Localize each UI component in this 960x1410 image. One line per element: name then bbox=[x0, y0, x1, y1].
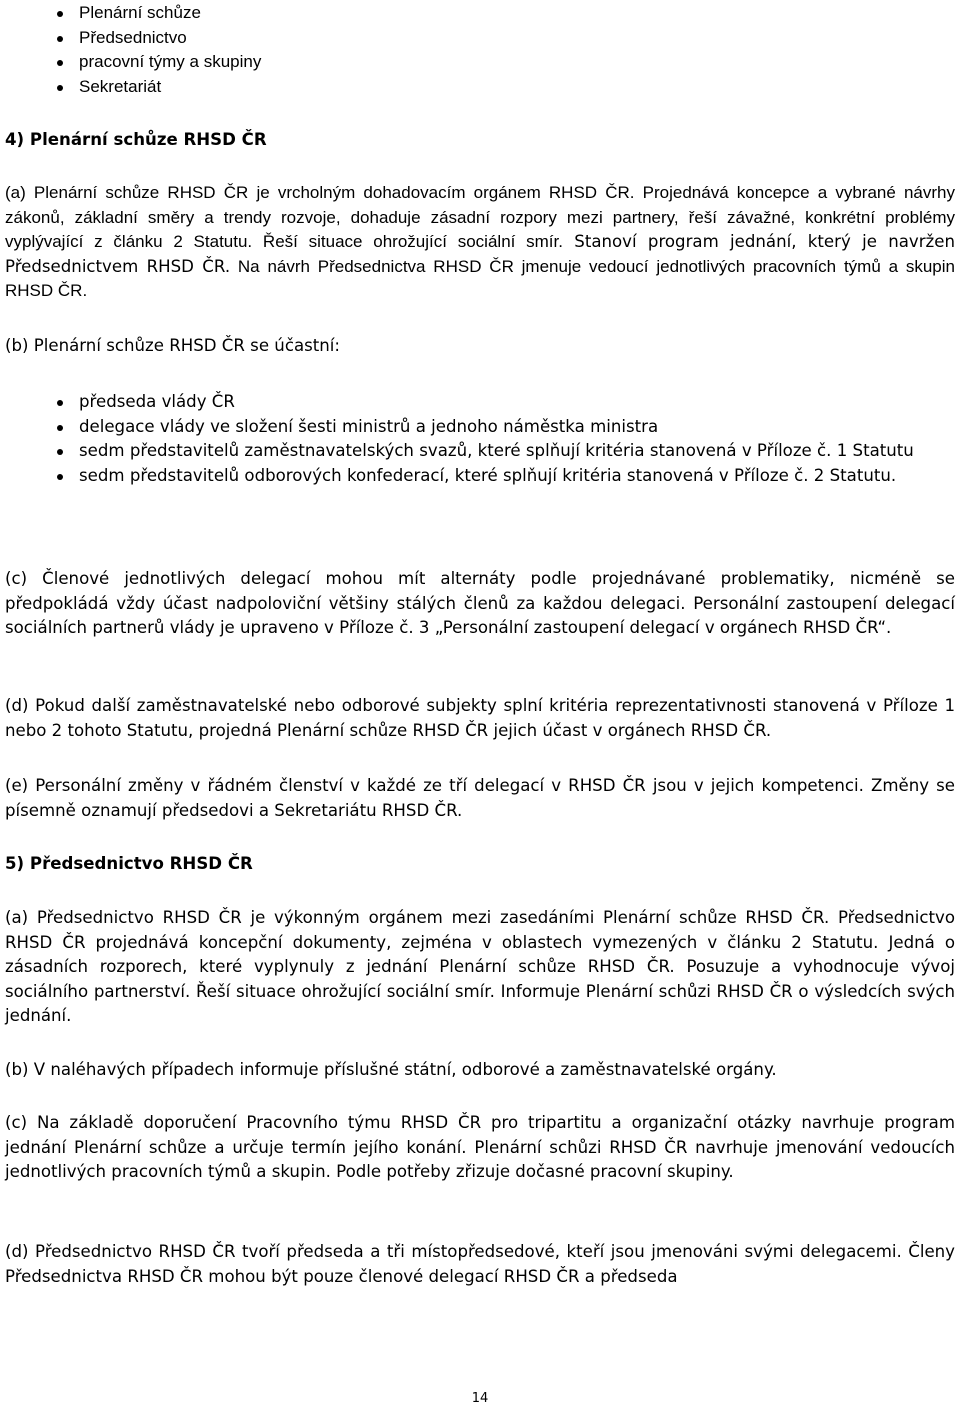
participants-list bbox=[5, 390, 955, 488]
list-item bbox=[5, 26, 955, 51]
section-5-paragraph-a: (a) Předsednictvo RHSD ČR je výkonným orgánem mezi zasedáními Plenární schůze RHSD ČR. Předsednictvo RHSD ČR projednává koncepční dokumenty, zejména v oblastech vymezených v článku 2 Statutu. Jedná o zásadních rozporech, které vyplynuly z jednání Plenární schůze RHSD ČR. Posuzuje a vyhodnocuje vývoj sociálního partnerství. Řeší situace ohrožující sociální smír. Informuje Plenární schůzi RHSD ČR o výsledcích svých jednání. bbox=[5, 908, 955, 1026]
section-4-paragraph-b: (b) Plenární schůze RHSD ČR se účastní: bbox=[5, 336, 340, 355]
paragraph-a-text-appoint: Na návrh Předsednictva RHSD ČR jmenuje vedoucí jednotlivých pracovních týmů a skupin RHSD ČR. bbox=[5, 256, 955, 301]
section-5-paragraph-d: (d) Předsednictvo RHSD ČR tvoří předseda a tři místopředsedové, kteří jsou jmenováni svými delegacemi. Členy Předsednictva RHSD ČR mohou být pouze členové delegací RHSD ČR a předseda bbox=[5, 1242, 955, 1286]
list-item bbox=[5, 50, 955, 75]
organs-list bbox=[5, 1, 955, 99]
bullet-icon bbox=[57, 11, 63, 17]
bullet-icon bbox=[57, 36, 63, 42]
list-item-text: Předsednictvo bbox=[79, 27, 187, 47]
section-4-paragraph-a bbox=[5, 181, 955, 304]
list-item-text: předseda vlády ČR bbox=[79, 392, 235, 411]
list-item bbox=[5, 464, 955, 489]
bullet-icon bbox=[57, 60, 63, 66]
list-item-text: sedm představitelů zaměstnavatelských svazů, které splňují kritéria stanovená v Příloze č. 1 Statutu bbox=[79, 441, 914, 461]
list-item-text: pracovní týmy a skupiny bbox=[79, 52, 262, 72]
section-5-heading: 5) Předsednictvo RHSD ČR bbox=[5, 854, 253, 873]
list-item-text: Plenární schůze bbox=[79, 3, 201, 22]
list-item bbox=[5, 415, 955, 440]
paragraph-a-text-arial: (a) Plenární schůze RHSD ČR je vrcholným dohadovacím orgánem RHSD ČR. Projednává koncepce a vybrané návrhy zákonů, základní směry a trendy rozvoje, dohaduje zásadní rozpory mezi partnery, řeší závažné, konkrétní problémy vyplývající z článku 2 Statutu. Řeší situace ohrožující sociální smír. bbox=[5, 183, 955, 252]
section-5-paragraph-c: (c) Na základě doporučení Pracovního týmu RHSD ČR pro tripartitu a organizační otázky navrhuje program jednání Plenární schůze a určuje termín jejího konání. Plenární schůzi RHSD ČR navrhuje jmenování vedoucích jednotlivých pracovních týmů a skupin. Podle potřeby zřizuje dočasné pracovní skupiny. bbox=[5, 1113, 955, 1182]
list-item-text: Sekretariát bbox=[79, 76, 162, 96]
bullet-icon bbox=[57, 449, 63, 455]
bullet-icon bbox=[57, 400, 63, 406]
list-item bbox=[5, 1, 955, 26]
list-item bbox=[5, 390, 955, 415]
section-4-heading: 4) Plenární schůze RHSD ČR bbox=[5, 130, 267, 149]
list-item bbox=[5, 75, 955, 100]
section-4-paragraph-c: (c) Členové jednotlivých delegací mohou mít alternáty podle projednávané problematiky, nicméně se předpokládá vždy účast nadpoloviční většiny stálých členů za každou delegaci. Personální zastoupení delegací sociálních partnerů vlády je upraveno v Příloze č. 3 „Personální zastoupení delegací v orgánech RHSD ČR“. bbox=[5, 569, 955, 638]
section-5-paragraph-b: (b) V naléhavých případech informuje příslušné státní, odborové a zaměstnavatelské orgány. bbox=[5, 1060, 777, 1079]
page-number: 14 bbox=[471, 1391, 489, 1406]
section-4-paragraph-d: (d) Pokud další zaměstnavatelské nebo odborové subjekty splní kritéria reprezentativnosti stanovená v Příloze 1 nebo 2 tohoto Statutu, projedná Plenární schůze RHSD ČR jejich účast v orgánech RHSD ČR. bbox=[5, 696, 955, 740]
bullet-icon bbox=[57, 85, 63, 91]
list-item bbox=[5, 439, 955, 464]
section-4-paragraph-e: (e) Personální změny v řádném členství v každé ze tří delegací v RHSD ČR jsou v jejich kompetenci. Změny se písemně oznamují předsedovi a Sekretariátu RHSD ČR. bbox=[5, 776, 955, 820]
bullet-icon bbox=[57, 474, 63, 480]
list-item-text: sedm představitelů odborových konfederací, které splňují kritéria stanovená v Příloze č. 2 Statutu. bbox=[79, 465, 897, 485]
bullet-icon bbox=[57, 425, 63, 431]
paragraph-a-text-program: Stanoví program jednání, který je navržen Předsednictvem RHSD ČR. bbox=[5, 232, 955, 276]
list-item-text: delegace vlády ve složení šesti ministrů a jednoho náměstka ministra bbox=[79, 416, 659, 436]
